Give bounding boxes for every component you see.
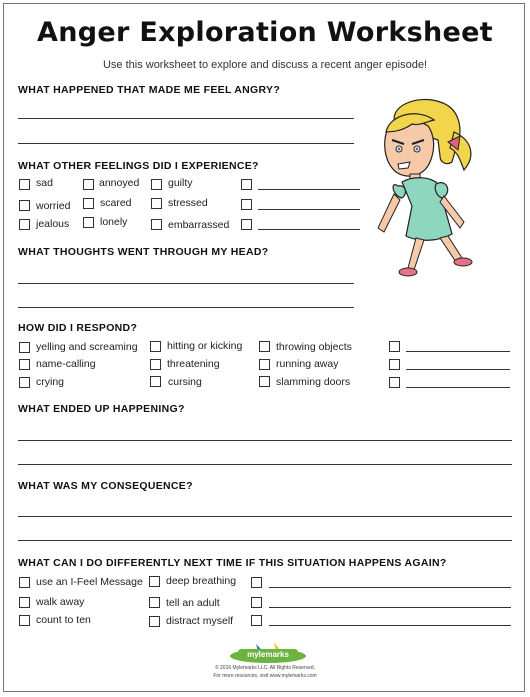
response-label-hitting: hitting or kicking — [167, 340, 243, 352]
response-label-name-calling: name-calling — [36, 358, 96, 370]
checkbox-sad[interactable] — [19, 179, 30, 190]
alternative-label-i-feel-message: use an I-Feel Message — [36, 576, 143, 588]
footer-more-resources: For more resources, visit www.mylemarks.com — [213, 673, 317, 679]
checkbox-other-feeling-3[interactable] — [241, 219, 252, 230]
question-do-differently: WHAT CAN I DO DIFFERENTLY NEXT TIME IF THIS SITUATION HAPPENS AGAIN? — [18, 557, 447, 569]
response-label-crying: crying — [36, 376, 65, 388]
checkbox-count-to-ten[interactable] — [19, 615, 30, 626]
other-alternative-line[interactable] — [269, 587, 511, 588]
other-response-line[interactable] — [406, 369, 510, 370]
checkbox-threatening[interactable] — [150, 359, 161, 370]
question-thoughts: WHAT THOUGHTS WENT THROUGH MY HEAD? — [18, 246, 269, 258]
other-response-line[interactable] — [406, 351, 510, 352]
checkbox-hitting[interactable] — [150, 341, 161, 352]
alternative-label-distract-myself: distract myself — [166, 615, 234, 627]
checkbox-yelling[interactable] — [19, 342, 30, 353]
feeling-label-stressed: stressed — [168, 197, 208, 209]
answer-line[interactable] — [18, 540, 512, 541]
checkbox-distract-myself[interactable] — [149, 616, 160, 627]
response-label-slamming-doors: slamming doors — [276, 376, 351, 388]
checkbox-crying[interactable] — [19, 377, 30, 388]
checkbox-other-feeling-1[interactable] — [241, 179, 252, 190]
angry-girl-illustration — [368, 96, 488, 284]
checkbox-lonely[interactable] — [83, 217, 94, 228]
checkbox-other-alternative-2[interactable] — [251, 597, 262, 608]
feeling-label-embarrassed: embarrassed — [168, 219, 230, 231]
feeling-label-sad: sad — [36, 177, 53, 189]
checkbox-scared[interactable] — [83, 198, 94, 209]
checkbox-annoyed[interactable] — [83, 179, 94, 190]
answer-line[interactable] — [18, 143, 354, 144]
answer-line[interactable] — [18, 118, 354, 119]
footer-copyright: © 2016 Mylemarks LLC. All Rights Reserved. — [214, 665, 316, 671]
answer-line[interactable] — [18, 516, 512, 517]
other-feeling-line[interactable] — [258, 189, 360, 190]
alternative-label-tell-an-adult: tell an adult — [166, 597, 220, 609]
worksheet-subtitle: Use this worksheet to explore and discuss a recent anger episode! — [102, 59, 428, 71]
other-response-line[interactable] — [406, 387, 510, 388]
checkbox-cursing[interactable] — [150, 376, 161, 387]
question-ended-up: WHAT ENDED UP HAPPENING? — [18, 403, 185, 415]
response-label-throwing: throwing objects — [276, 341, 352, 353]
alternative-label-walk-away: walk away — [36, 596, 85, 608]
checkbox-other-alternative-3[interactable] — [251, 615, 262, 626]
checkbox-embarrassed[interactable] — [151, 219, 162, 230]
checkbox-i-feel-message[interactable] — [19, 577, 30, 588]
checkbox-other-alternative-1[interactable] — [251, 577, 262, 588]
response-label-running-away: running away — [276, 358, 339, 370]
checkbox-tell-an-adult[interactable] — [149, 597, 160, 608]
worksheet-title: Anger Exploration Worksheet — [37, 17, 493, 48]
checkbox-jealous[interactable] — [19, 219, 30, 230]
checkbox-walk-away[interactable] — [19, 597, 30, 608]
checkbox-other-response-3[interactable] — [389, 377, 400, 388]
checkbox-worried[interactable] — [19, 200, 30, 211]
response-label-threatening: threatening — [167, 358, 220, 370]
question-how-respond: HOW DID I RESPOND? — [18, 322, 138, 334]
other-alternative-line[interactable] — [269, 607, 511, 608]
logo-wordmark: mylemarks — [247, 650, 289, 659]
feeling-label-worried: worried — [36, 200, 71, 212]
checkbox-other-response-1[interactable] — [389, 341, 400, 352]
checkbox-slamming-doors[interactable] — [259, 376, 270, 387]
question-other-feelings: WHAT OTHER FEELINGS DID I EXPERIENCE? — [18, 160, 259, 172]
checkbox-running-away[interactable] — [259, 359, 270, 370]
other-alternative-line[interactable] — [269, 625, 511, 626]
checkbox-guilty[interactable] — [151, 179, 162, 190]
feeling-label-jealous: jealous — [36, 218, 70, 230]
response-label-yelling: yelling and screaming — [36, 341, 138, 353]
checkbox-other-feeling-2[interactable] — [241, 199, 252, 210]
alternative-label-count-to-ten: count to ten — [36, 614, 91, 626]
question-what-happened: WHAT HAPPENED THAT MADE ME FEEL ANGRY? — [18, 84, 281, 96]
answer-line[interactable] — [18, 440, 512, 441]
answer-line[interactable] — [18, 307, 354, 308]
feeling-label-scared: scared — [100, 197, 132, 209]
question-consequence: WHAT WAS MY CONSEQUENCE? — [18, 480, 193, 492]
feeling-label-annoyed: annoyed — [99, 177, 140, 189]
response-label-cursing: cursing — [168, 376, 202, 388]
checkbox-stressed[interactable] — [151, 198, 162, 209]
answer-line[interactable] — [18, 283, 354, 284]
feeling-label-guilty: guilty — [168, 177, 193, 189]
checkbox-name-calling[interactable] — [19, 359, 30, 370]
alternative-label-deep-breathing: deep breathing — [166, 575, 237, 587]
checkbox-other-response-2[interactable] — [389, 359, 400, 370]
other-feeling-line[interactable] — [258, 209, 360, 210]
feeling-label-lonely: lonely — [100, 216, 128, 228]
other-feeling-line[interactable] — [258, 229, 360, 230]
mylemarks-logo — [218, 636, 318, 664]
checkbox-deep-breathing[interactable] — [149, 576, 160, 587]
checkbox-throwing[interactable] — [259, 341, 270, 352]
answer-line[interactable] — [18, 464, 512, 465]
